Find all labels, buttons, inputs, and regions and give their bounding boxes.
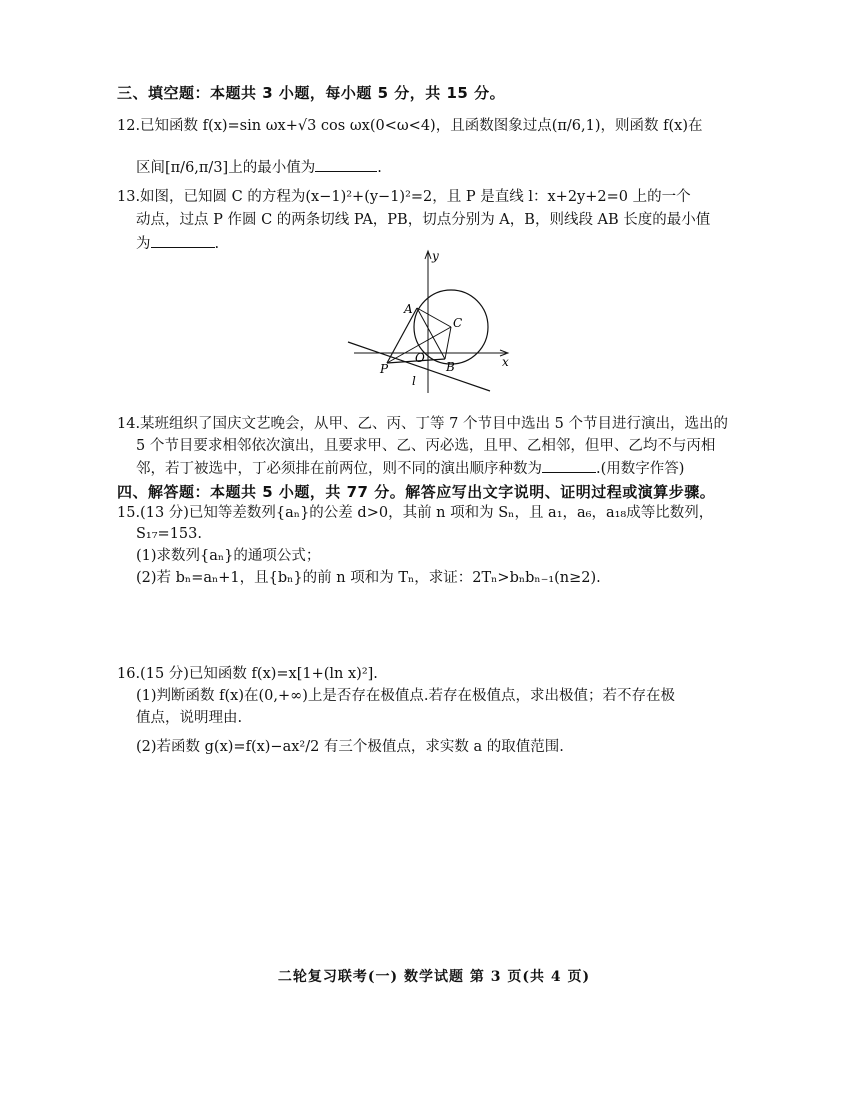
label-y: y [432, 249, 439, 263]
q15-part1: (1)求数列{aₙ}的通项公式； [136, 548, 321, 564]
label-b: B [446, 360, 455, 374]
q13-answer-blank [151, 233, 215, 248]
label-o: O [415, 351, 425, 365]
section-4-heading: 四、解答题：本题共 5 小题，共 77 分。解答应写出文字说明、证明过程或演算步骤。 [117, 483, 716, 501]
q13-line1: 13.如图，已知圆 C 的方程为(x−1)²+(y−1)²=2，且 P 是直线 l：x+2y+2=0 上的一个 [117, 189, 691, 205]
q16-part1-line2: 值点，说明理由. [136, 710, 243, 726]
q13-line3-text: 为 [136, 236, 151, 252]
label-a: A [404, 302, 413, 316]
page-footer: 二轮复习联考(一) 数学试题 第 3 页(共 4 页) [277, 969, 591, 985]
label-x: x [502, 355, 509, 369]
q15-line1: 15.(13 分)已知等差数列{aₙ}的公差 d>0，其前 n 项和为 Sₙ，且 a₁，a₆，a₁₈成等比数列， [117, 505, 714, 521]
q15-line2: S₁₇=153. [136, 526, 202, 542]
q12-line2-text: 区间[π/6,π/3]上的最小值为 [136, 160, 316, 176]
q16-line1: 16.(15 分)已知函数 f(x)=x[1+(ln x)²]. [117, 666, 378, 682]
circle-tangent-figure [340, 245, 520, 395]
q12-answer-blank [315, 157, 377, 172]
label-l: l [412, 374, 416, 388]
q12-line1: 12.已知函数 f(x)=sin ωx+√3 cos ωx(0<ω<4)，且函数图象过点(π/6,1)，则函数 f(x)在 [117, 118, 703, 134]
q15-part2: (2)若 bₙ=aₙ+1，且{bₙ}的前 n 项和为 Tₙ，求证：2Tₙ>bₙbₙ₋₁(n≥2). [136, 570, 601, 586]
q14-answer-blank [542, 458, 596, 473]
q13-line3-end: . [214, 236, 220, 252]
label-p: P [380, 362, 389, 376]
q14-line3-end: .(用数字作答) [596, 461, 685, 477]
q14-line3-text: 邻，若丁被选中，丁必须排在前两位，则不同的演出顺序种数为 [136, 461, 542, 477]
q14-line1: 14.某班组织了国庆文艺晚会，从甲、乙、丙、丁等 7 个节目中选出 5 个节目进行演出，选出的 [117, 416, 728, 432]
segment-cb [445, 327, 451, 359]
q13-line3 [136, 233, 219, 254]
q13-line2: 动点，过点 P 作圆 C 的两条切线 PA，PB，切点分别为 A，B，则线段 AB 长度的最小值 [136, 212, 711, 228]
q16-part1-line1: (1)判断函数 f(x)在(0,+∞)上是否存在极值点.若存在极值点，求出极值；若不存在极 [136, 688, 675, 704]
q12-line2 [136, 157, 382, 178]
q14-line3 [136, 458, 684, 479]
label-c: C [453, 316, 463, 330]
q16-part2: (2)若函数 g(x)=f(x)−ax²/2 有三个极值点，求实数 a 的取值范围. [136, 739, 564, 755]
q12-line2-end: . [377, 160, 382, 176]
line-l [348, 342, 490, 391]
section-3-heading: 三、填空题：本题共 3 小题，每小题 5 分，共 15 分。 [117, 84, 506, 102]
q14-line2: 5 个节目要求相邻依次演出，且要求甲、乙、丙必选，且甲、乙相邻，但甲、乙均不与丙相 [136, 438, 716, 454]
